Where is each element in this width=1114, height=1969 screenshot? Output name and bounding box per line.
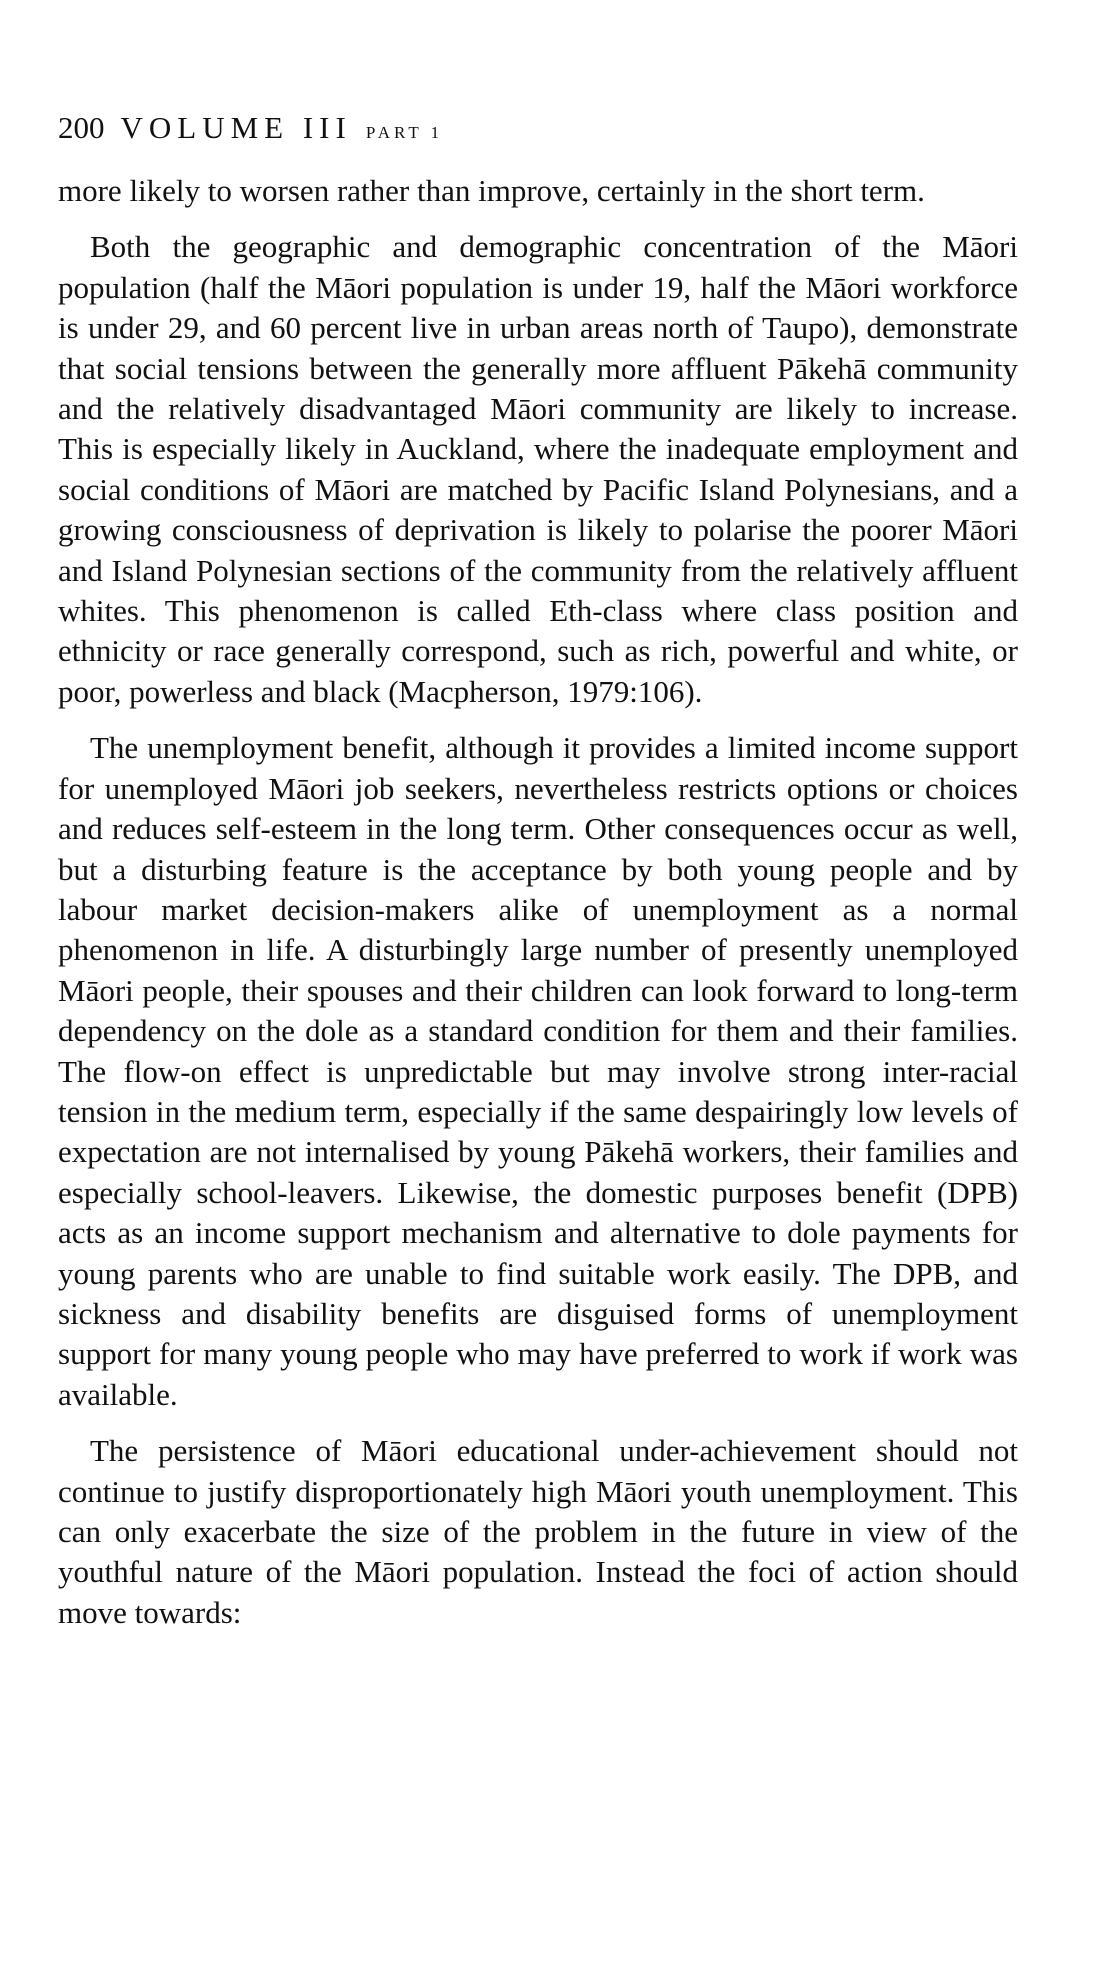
paragraph-continuation: more likely to worsen rather than improve, certainly in the short term. <box>58 173 925 208</box>
part-label: PART 1 <box>365 123 444 142</box>
paragraph-concentration: Both the geographic and demographic concentration of the Māori population (half the Māori population is under 19, half the Māori workforce is under 29, and 60 percent live in urban areas north of Taupo), demonstrate that social tensions between the generally more affluent Pākehā community and the relatively disadvantaged Māori community are likely to increase. This is especially likely in Auckland, where the inadequate employment and social conditions of Māori are matched by Pacific Island Polynesians, and a growing consciousness of deprivation is likely to polarise the poorer Māori and Island Polynesian sections of the community from the relatively affluent whites. This phenomenon is called Eth-class where class position and ethnicity or race generally correspond, such as rich, powerful and white, or poor, powerless and black (Macpherson, 1979:106). <box>58 229 1018 709</box>
volume-label: VOLUME III <box>120 110 352 145</box>
paragraph-education: The persistence of Māori educational under-achievement should not continue to justify disproportionately high Māori youth unemployment. This can only exacerbate the size of the problem in the future in view of the youthful nature of the Māori population. Instead the foci of action should move towards: <box>58 1433 1018 1630</box>
book-page <box>58 108 1018 1649</box>
paragraph-unemployment-benefit: The unemployment benefit, although it provides a limited income support for unemployed Māori job seekers, nevertheless restricts options or choices and reduces self-esteem in the long term. Other consequences occur as well, but a disturbing feature is the acceptance by both young people and by labour market decision-makers alike of unemployment as a normal phenomenon in life. A disturbingly large number of presently unemployed Māori people, their spouses and their children can look forward to long-term dependency on the dole as a standard condition for them and their families. The flow-on effect is unpredictable but may involve strong inter-racial tension in the medium term, especially if the same despairingly low levels of expectation are not internalised by young Pākehā workers, their families and especially school-leavers. Likewise, the domestic purposes benefit (DPB) acts as an income support mechanism and alternative to dole payments for young parents who are unable to find suitable work easily. The DPB, and sickness and disability benefits are disguised forms of unemployment support for many young people who may have preferred to work if work was available. <box>58 730 1018 1412</box>
running-head <box>58 108 1018 153</box>
page-number: 200 <box>58 110 105 145</box>
